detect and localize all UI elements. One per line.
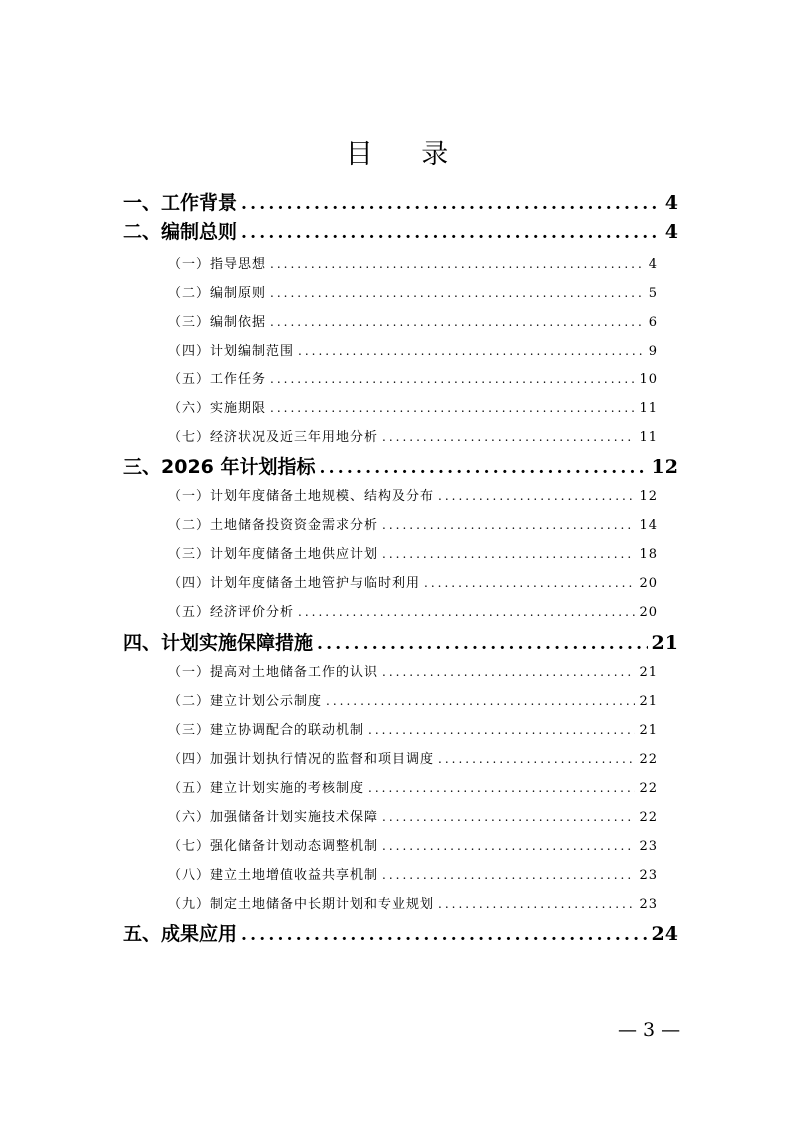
toc-section-entry[interactable]	[168, 660, 658, 684]
toc-dot-leader	[326, 689, 635, 713]
toc-entry-label: （四）计划编制范围	[168, 344, 295, 359]
toc-entry-page: 12	[651, 456, 678, 478]
toc-entry-label: 一、工作背景	[123, 192, 238, 214]
toc-dot-leader	[368, 776, 635, 800]
toc-dot-leader	[382, 863, 635, 887]
toc-dot-leader	[298, 600, 635, 624]
toc-chapter-entry[interactable]	[123, 919, 678, 949]
toc-entry-label: （二）建立计划公示制度	[168, 694, 323, 709]
toc-entry-page: 23	[639, 839, 658, 854]
toc-entry-label: （六）实施期限	[168, 401, 267, 416]
toc-dot-leader	[270, 367, 635, 391]
toc-chapter-entry[interactable]	[123, 188, 678, 218]
toc-entry-page: 18	[639, 547, 658, 562]
toc-entry-label: 三、2026 年计划指标	[123, 456, 316, 478]
toc-entry-page: 5	[648, 286, 658, 301]
toc-entry-page: 4	[664, 221, 678, 243]
toc-section-entry[interactable]	[168, 425, 658, 449]
toc-entry-label: （一）计划年度储备土地规模、结构及分布	[168, 489, 435, 504]
toc-section-entry[interactable]	[168, 367, 658, 391]
toc-entry-label: （五）经济评价分析	[168, 605, 295, 620]
toc-chapter-entry[interactable]	[123, 217, 678, 247]
toc-section-entry[interactable]	[168, 776, 658, 800]
toc-entry-page: 23	[639, 868, 658, 883]
toc-entry-label: （三）编制依据	[168, 315, 267, 330]
toc-entry-label: （五）建立计划实施的考核制度	[168, 781, 365, 796]
toc-entry-page: 10	[639, 372, 658, 387]
toc-dot-leader	[382, 513, 635, 537]
toc-dot-leader	[368, 718, 635, 742]
toc-entry-page: 22	[639, 752, 658, 767]
toc-section-entry[interactable]	[168, 281, 658, 305]
toc-entry-page: 23	[639, 897, 658, 912]
toc-dot-leader	[320, 453, 648, 482]
toc-entry-page: 20	[639, 576, 658, 591]
toc-section-entry[interactable]	[168, 689, 658, 713]
toc-entry-label: （七）强化储备计划动态调整机制	[168, 839, 379, 854]
toc-section-entry[interactable]	[168, 863, 658, 887]
toc-entry-page: 21	[639, 694, 658, 709]
toc-section-entry[interactable]	[168, 542, 658, 566]
toc-dot-leader	[298, 339, 645, 363]
toc-entry-label: （四）加强计划执行情况的监督和项目调度	[168, 752, 435, 767]
toc-dot-leader	[438, 892, 635, 916]
toc-entry-label: （三）建立协调配合的联动机制	[168, 723, 365, 738]
toc-entry-page: 20	[639, 605, 658, 620]
toc-entry-label: （一）提高对土地储备工作的认识	[168, 665, 379, 680]
toc-entry-page: 21	[651, 632, 678, 654]
toc-dot-leader	[270, 310, 645, 334]
toc-entry-label: 四、计划实施保障措施	[123, 632, 314, 654]
toc-dot-leader	[241, 189, 661, 218]
toc-entry-page: 24	[651, 923, 678, 945]
toc-dot-leader	[424, 571, 635, 595]
page-title: 目 录	[345, 139, 469, 170]
toc-dot-leader	[382, 660, 635, 684]
toc-entry-page: 12	[639, 489, 658, 504]
toc-section-entry[interactable]	[168, 513, 658, 537]
toc-section-entry[interactable]	[168, 396, 658, 420]
toc-entry-label: （三）计划年度储备土地供应计划	[168, 547, 379, 562]
toc-section-entry[interactable]	[168, 310, 658, 334]
toc-dot-leader	[241, 920, 648, 949]
toc-dot-leader	[317, 629, 648, 658]
toc-entry-page: 22	[639, 781, 658, 796]
toc-entry-page: 4	[648, 257, 658, 272]
toc-chapter-entry[interactable]	[123, 452, 678, 482]
toc-dot-leader	[382, 542, 635, 566]
toc-dot-leader	[438, 747, 635, 771]
toc-entry-page: 11	[639, 430, 658, 445]
toc-entry-label: （一）指导思想	[168, 257, 267, 272]
toc-entry-label: 二、编制总则	[123, 221, 238, 243]
toc-entry-page: 4	[664, 192, 678, 214]
toc-entry-label: （九）制定土地储备中长期计划和专业规划	[168, 897, 435, 912]
toc-section-entry[interactable]	[168, 747, 658, 771]
toc-section-entry[interactable]	[168, 834, 658, 858]
page-number: — 3 —	[618, 1019, 681, 1041]
toc-section-entry[interactable]	[168, 805, 658, 829]
toc-entry-label: 五、成果应用	[123, 923, 238, 945]
toc-dot-leader	[382, 805, 635, 829]
toc-entry-page: 21	[639, 723, 658, 738]
toc-entry-label: （二）编制原则	[168, 286, 267, 301]
toc-entry-page: 6	[648, 315, 658, 330]
toc-entry-page: 21	[639, 665, 658, 680]
toc-dot-leader	[270, 281, 645, 305]
toc-section-entry[interactable]	[168, 892, 658, 916]
toc-entry-label: （五）工作任务	[168, 372, 267, 387]
toc-chapter-entry[interactable]	[123, 628, 678, 658]
toc-dot-leader	[241, 218, 661, 247]
toc-dot-leader	[270, 252, 645, 276]
toc-entry-label: （四）计划年度储备土地管护与临时利用	[168, 576, 421, 591]
toc-entry-label: （七）经济状况及近三年用地分析	[168, 430, 379, 445]
toc-entry-label: （二）土地储备投资资金需求分析	[168, 518, 379, 533]
toc-dot-leader	[382, 425, 635, 449]
toc-section-entry[interactable]	[168, 339, 658, 363]
toc-entry-page: 9	[648, 344, 658, 359]
toc-dot-leader	[382, 834, 635, 858]
toc-entry-page: 11	[639, 401, 658, 416]
toc-section-entry[interactable]	[168, 600, 658, 624]
toc-entry-page: 22	[639, 810, 658, 825]
toc-dot-leader	[438, 484, 635, 508]
toc-entry-label: （八）建立土地增值收益共享机制	[168, 868, 379, 883]
toc-entry-label: （六）加强储备计划实施技术保障	[168, 810, 379, 825]
toc-section-entry[interactable]	[168, 252, 658, 276]
toc-dot-leader	[270, 396, 635, 420]
toc-section-entry[interactable]	[168, 718, 658, 742]
toc-section-entry[interactable]	[168, 571, 658, 595]
toc-section-entry[interactable]	[168, 484, 658, 508]
toc-entry-page: 14	[639, 518, 658, 533]
